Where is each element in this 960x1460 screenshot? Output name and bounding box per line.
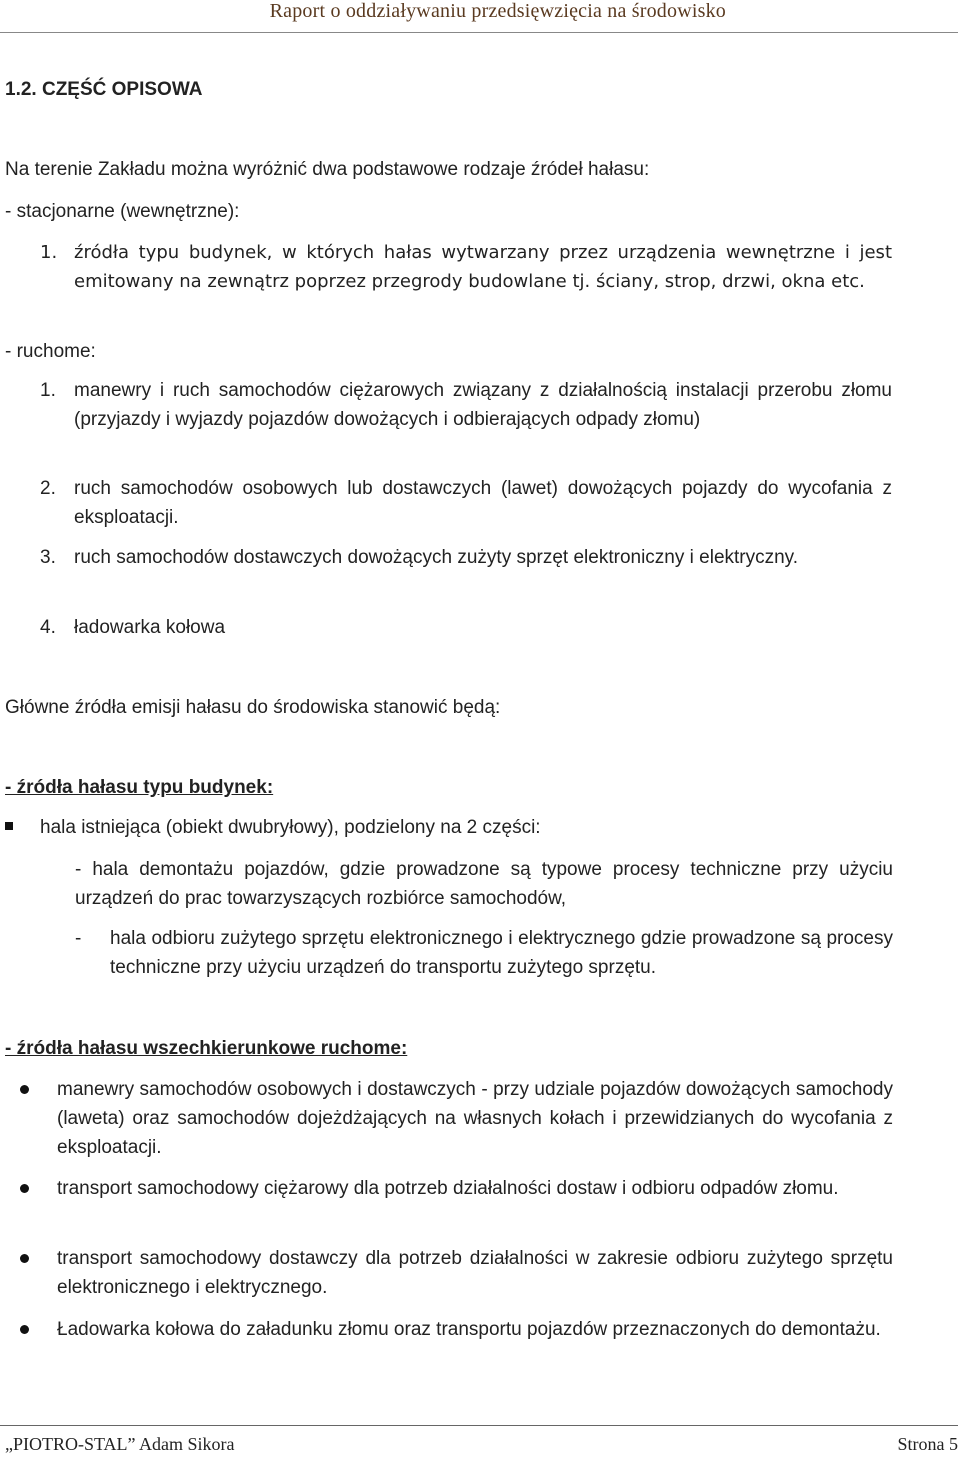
building-sub-item-1: - hala demontażu pojazdów, gdzie prowadzone są typowe procesy techniczne przy użyciu urządzeń do prac towarzyszących rozbiórce samochodów, <box>75 859 893 909</box>
bullet-icon <box>20 1184 29 1193</box>
item-text: ruch samochodów osobowych lub dostawczych (lawet) dowożących pojazdy do wycofania z eksploatacji. <box>74 478 892 528</box>
stationary-label: - stacjonarne (wewnętrzne): <box>5 201 240 222</box>
intro-paragraph: Na terenie Zakładu można wyróżnić dwa podstawowe rodzaje źródeł hałasu: <box>5 159 650 180</box>
item-number: 1. <box>40 380 56 401</box>
footer-divider <box>0 1425 958 1426</box>
building-item-text: hala istniejąca (obiekt dwubryłowy), podzielony na 2 części: <box>40 817 541 838</box>
item-text: ruch samochodów dostawczych dowożących zużyty sprzęt elektroniczny i elektryczny. <box>74 547 799 568</box>
main-sources-paragraph: Główne źródła emisji hałasu do środowiska stanowić będą: <box>5 697 501 718</box>
item-text: ładowarka kołowa <box>74 617 226 638</box>
building-sources-heading: - źródła hałasu typu budynek: <box>5 777 274 798</box>
mobile-label: - ruchome: <box>5 341 96 362</box>
square-bullet-icon <box>5 822 13 830</box>
bullet-text: Ładowarka kołowa do załadunku złomu oraz transportu pojazdów przeznaczonych do demontażu. <box>57 1319 881 1340</box>
item-text: źródła typu budynek, w których hałas wytwarzany przez urządzenia wewnętrzne i jest emitowany na zewnątrz poprzez przegrody budowlane tj. ściany, strop, drzwi, okna etc. <box>74 242 892 292</box>
bullet-text: manewry samochodów osobowych i dostawczych - przy udziale pojazdów dowożących samochody (laweta) oraz samochodów dojeżdżających na własnych kołach i przewidzianych do wycofania z eksploatacji. <box>57 1079 893 1158</box>
building-sub-item-2: hala odbioru zużytego sprzętu elektronicznego i elektrycznego gdzie prowadzone są procesy techniczne przy użyciu urządzeń do transportu zużytego sprzętu. <box>110 928 893 978</box>
mobile-sources-heading: - źródła hałasu wszechkierunkowe ruchome: <box>5 1038 408 1059</box>
item-number: 2. <box>40 478 56 499</box>
item-text: manewry i ruch samochodów ciężarowych związany z działalnością instalacji przerobu złomu (przyjazdy i wyjazdy pojazdów dowożących i odbierających odpady złomu) <box>74 380 892 430</box>
item-number: 3. <box>40 547 56 568</box>
bullet-icon <box>20 1254 29 1263</box>
footer-company: „PIOTRO-STAL” Adam Sikora <box>5 1434 235 1454</box>
bullet-text: transport samochodowy ciężarowy dla potrzeb działalności dostaw i odbioru odpadów złomu. <box>57 1178 839 1199</box>
dash-marker: - <box>75 928 82 949</box>
report-title: Raport o oddziaływaniu przedsięwzięcia na środowisko <box>269 0 726 22</box>
bullet-icon <box>20 1085 29 1094</box>
item-number: 4. <box>40 617 56 638</box>
footer-page-number: Strona 5 <box>897 1434 958 1454</box>
item-number: 1. <box>40 242 58 263</box>
section-title: 1.2. CZĘŚĆ OPISOWA <box>5 79 203 100</box>
bullet-text: transport samochodowy dostawczy dla potrzeb działalności w zakresie odbioru zużytego sprzętu elektronicznego i elektrycznego. <box>57 1248 893 1298</box>
bullet-icon <box>20 1325 29 1334</box>
page-header <box>0 0 958 33</box>
